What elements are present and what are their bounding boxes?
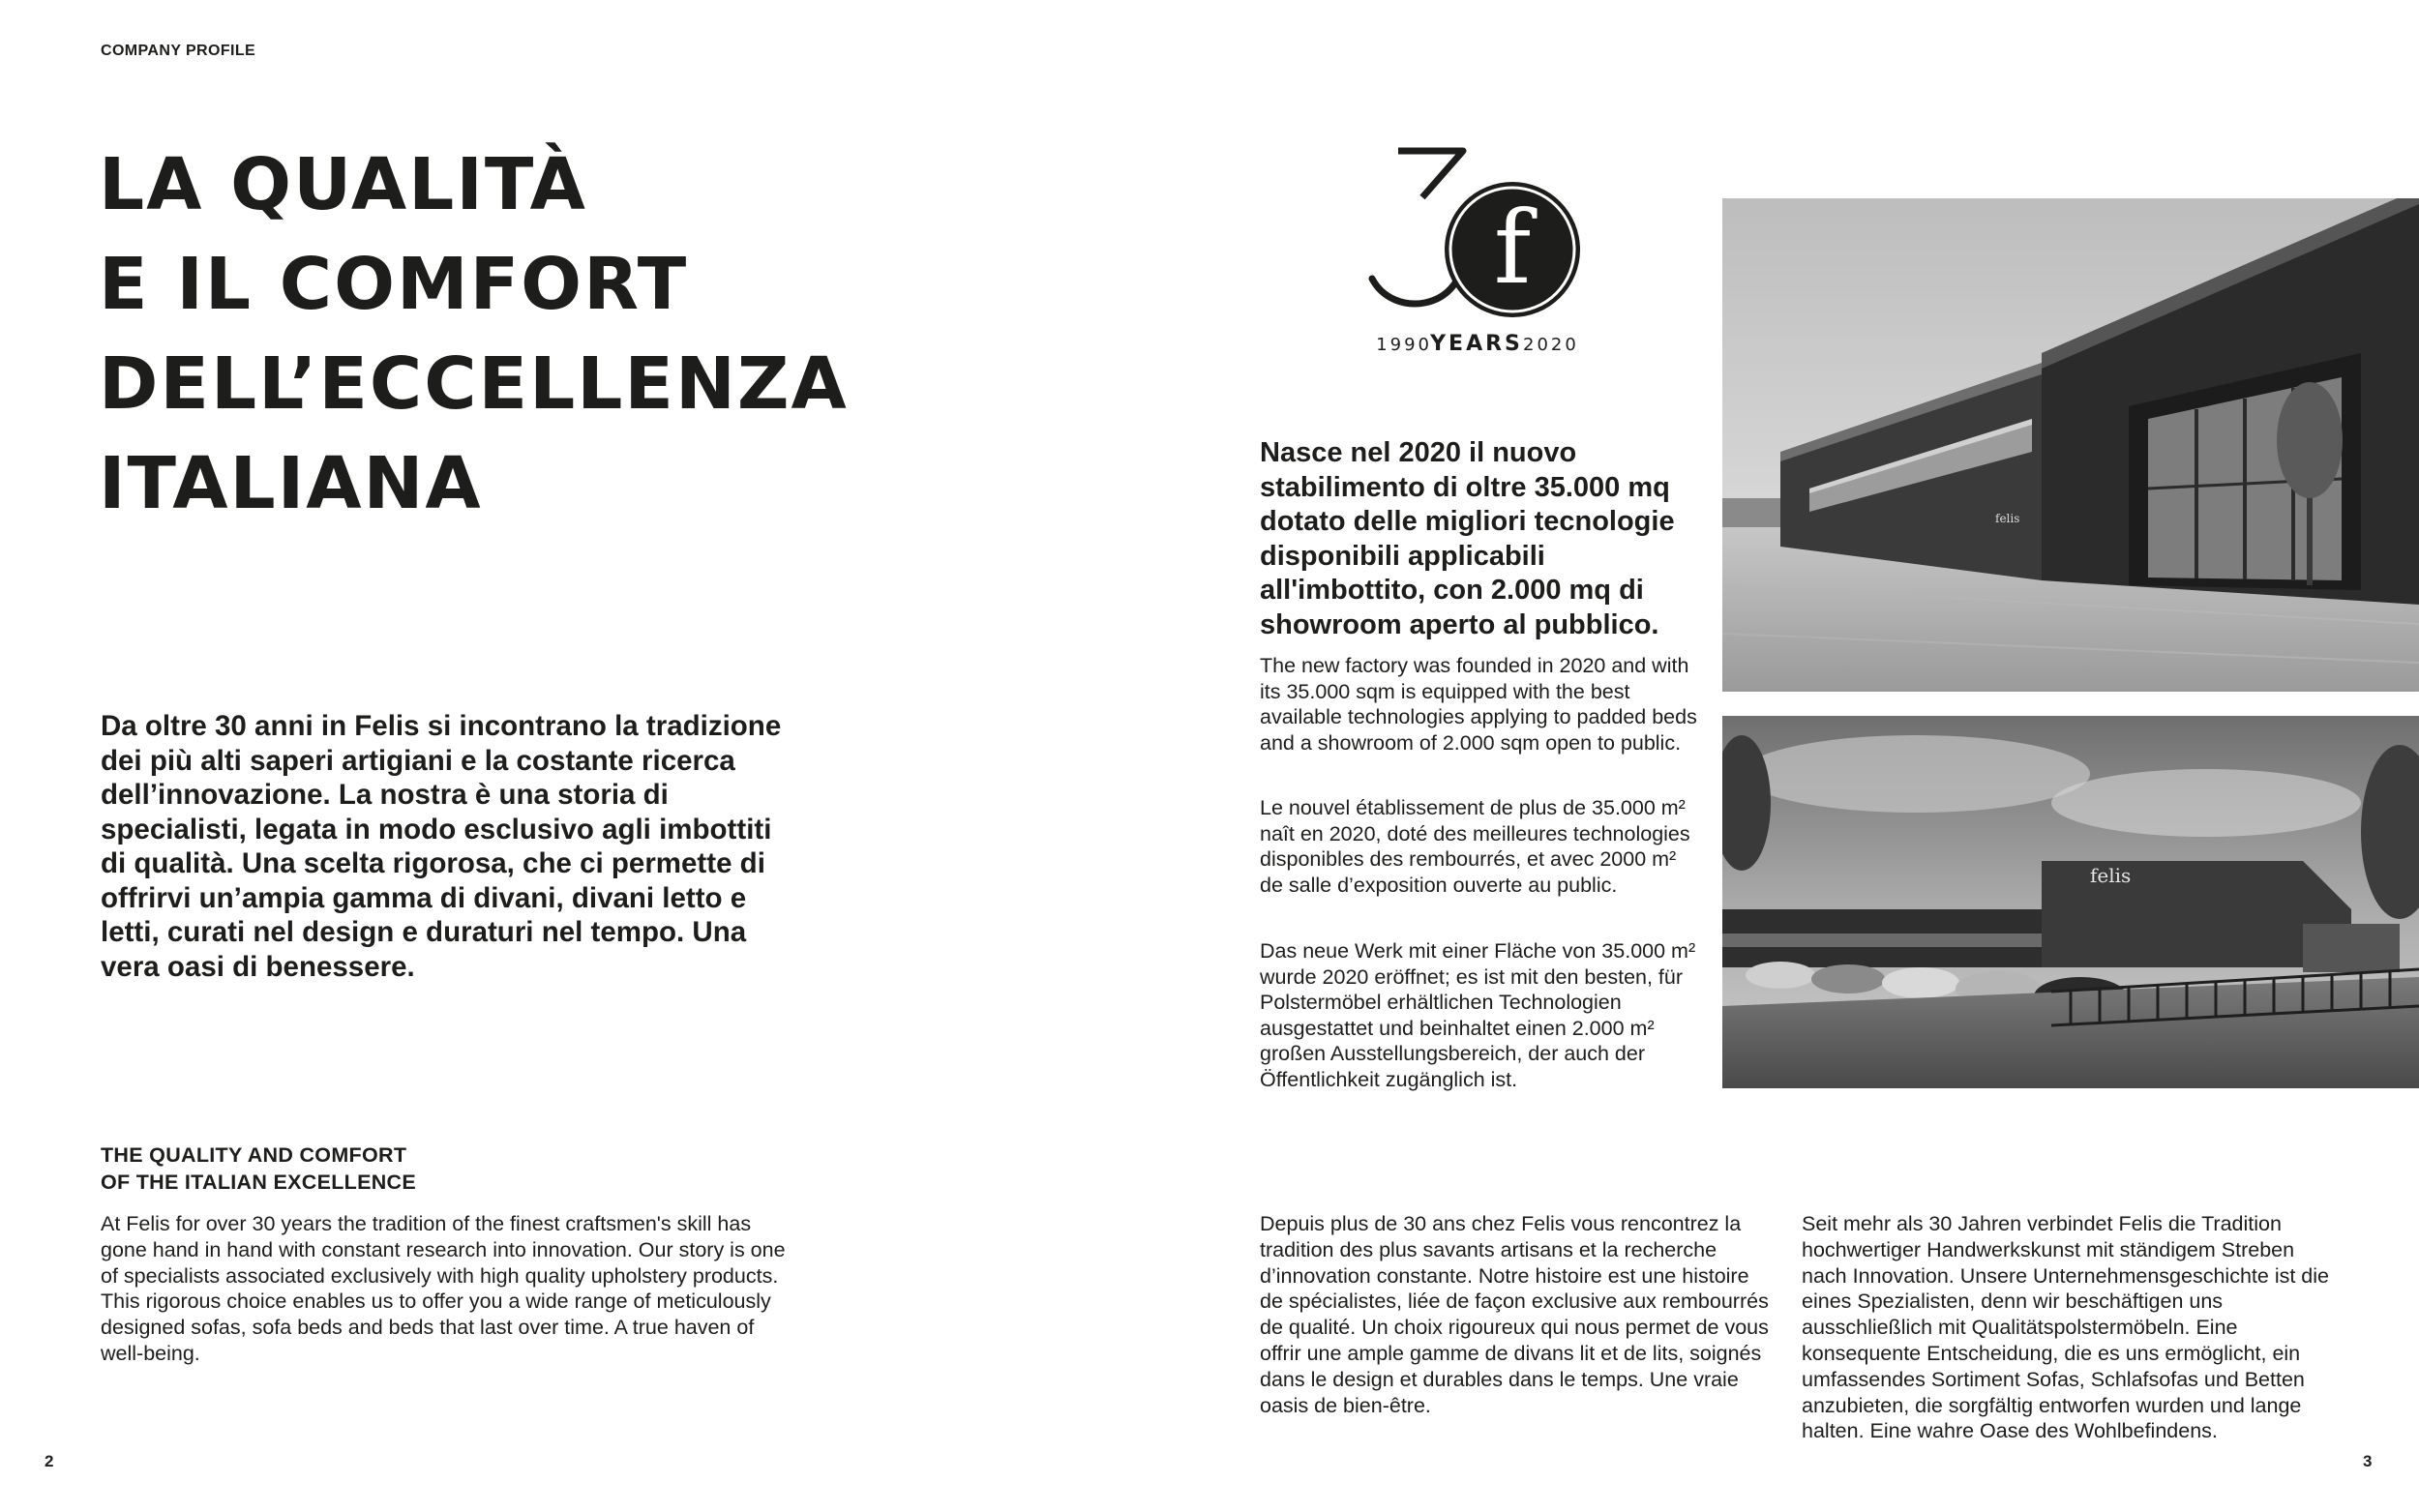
years-word: YEARS (1430, 332, 1523, 356)
factory-text-de: Das neue Werk mit einer Fläche von 35.000 m² wurde 2020 eröffnet; es ist mit den besten, für Polstermöbel erhältlichen Technologien ausgestattet und beinhaltet einen 2.000 m² großen Ausstellungsbereich, der auch der Öffentlichkeit zugänglich ist. (1260, 939, 1696, 1091)
headline-line: ITALIANA (99, 442, 483, 525)
headline-line: DELL’ECCELLENZA (99, 342, 849, 426)
anniversary-logo (1355, 135, 1606, 368)
english-heading-line: THE QUALITY AND COMFORT (101, 1143, 407, 1167)
section-label: COMPANY PROFILE (101, 43, 256, 59)
headline-line: E IL COMFORT (99, 243, 689, 326)
year-start: 1990 (1376, 335, 1432, 355)
headline-line: LA QUALITÀ (99, 143, 587, 226)
english-heading-line: OF THE ITALIAN EXCELLENCE (101, 1171, 417, 1194)
factory-parking-photo (1722, 716, 2419, 1088)
factory-facade-photo (1722, 198, 2419, 692)
facade-sign: felis (1995, 512, 2020, 525)
page-headline (99, 135, 849, 534)
french-body: Depuis plus de 30 ans chez Felis vous rencontrez la tradition des plus savants artisans et la recherche d’innovation constante. Notre histoire est une histoire de spécialistes, liée de façon exclusive aux rembourrés de qualité. Un choix rigoureux qui nous permet de vous offrir une ample gamme de divans lit et de lits, soignés dans le design et durables dans le temps. Une vraie oasis de bien-être. (1260, 1212, 1769, 1417)
monogram-letter: f (1493, 189, 1532, 307)
page-number-right: 3 (2363, 1452, 2373, 1470)
numeral-three-top (1398, 151, 1463, 197)
factory-callout-it: Nasce nel 2020 il nuovo stabilimento di oltre 35.000 mq dotato delle migliori tecnologie disponibili applicabili all'imbottito, con 2.000 mq di showroom aperto al pubblico. (1260, 437, 1675, 640)
intro-paragraph-it: Da oltre 30 anni in Felis si incontrano la tradizione dei più alti saperi artigiani e la costante ricerca dell’innovazione. La nostra è una storia di specialisti, legata in modo esclusivo agli imbottiti di qualità. Una scelta rigorosa, che ci permette di offrirvi un’ampia gamma di divani, divani letto e letti, curati nel design e duraturi nel tempo. Una vera oasi di benessere. (101, 710, 782, 983)
factory-text-fr: Le nouvel établissement de plus de 35.000 m² naît en 2020, doté des meilleures technologies disponibles des rembourrés, et avec 2000 m² de salle d’exposition ouverte au public. (1260, 796, 1690, 897)
german-body: Seit mehr als 30 Jahren verbindet Felis die Tradition hochwertiger Handwerkskunst mit ständigem Streben nach Innovation. Unsere Unternehmensgeschichte ist die eines Spezialisten, denn wir beschäftigen uns ausschließlich mit Qualitätspolstermöbeln. Eine konsequente Entscheidung, die es uns ermöglicht, ein umfassendes Sortiment Sofas, Schlafsofas und Betten anzubieten, die sorgfältig entworfen wurden und lange halten. Eine wahre Oase des Wohlbefindens. (1802, 1212, 2329, 1443)
english-heading (101, 1141, 416, 1196)
factory-text-en: The new factory was founded in 2020 and with its 35.000 sqm is equipped with the best available technologies applying to padded beds and a showroom of 2.000 sqm open to public. (1260, 654, 1697, 755)
building-sign: felis (2090, 864, 2132, 887)
thirty-years-emblem (1355, 135, 1606, 368)
year-end: 2020 (1523, 335, 1579, 355)
english-body: At Felis for over 30 years the tradition of the finest craftsmen's skill has gone hand in hand with constant research into innovation. Our story is one of specialists associated exclusively with high quality upholstery products. This rigorous choice enables us to offer you a wide range of meticulously designed sofas, sofa beds and beds that last over time. A true haven of well-being. (101, 1212, 786, 1365)
page-number-left: 2 (45, 1452, 54, 1470)
